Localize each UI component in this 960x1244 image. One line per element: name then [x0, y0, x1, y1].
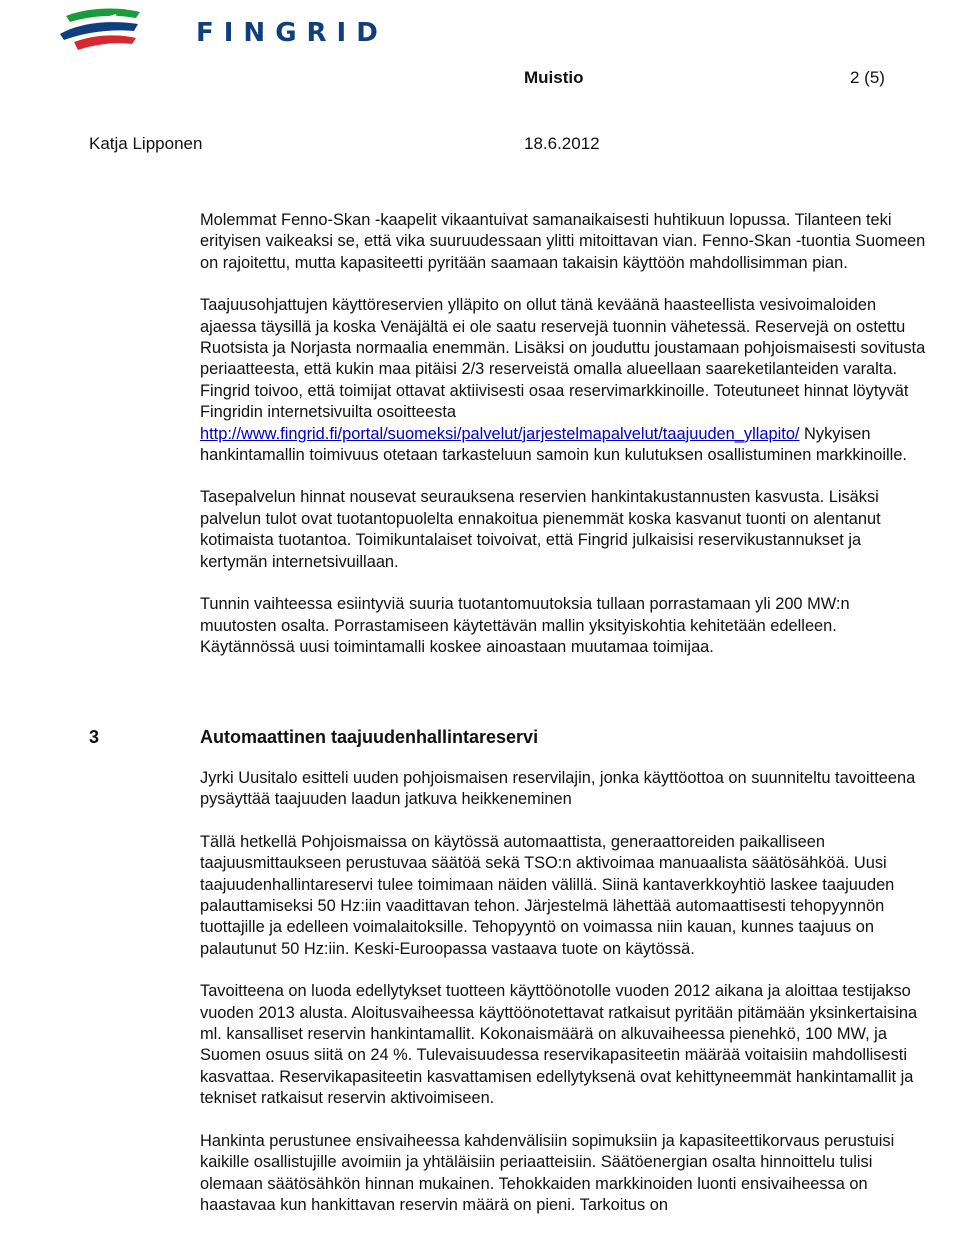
fingrid-prices-link[interactable]: http://www.fingrid.fi/portal/suomeksi/palvelut/jarjestelmapalvelut/taajuuden_yllapito/: [200, 424, 800, 443]
paragraph-reserves: [200, 295, 930, 466]
paragraph-reserves-text: Taajuusohjattujen käyttöreservien ylläpito on ollut tänä keväänä haasteellista vesivoimaloiden ajaessa täysillä ja koska Venäjältä ei ole saatu reservejä tuonnin vähetessä. Reservejä on ostettu Ruotsista ja Norjasta normaalia enemmän. Lisäksi on jouduttu joustamaan pohjoismaisesti sovitusta periaatteesta, että kukin maa pitäisi 2/3 reserveistä omalla alueellaan saareketilanteiden varalta. Fingrid toivoo, että toimijat ottavat aktiivisesti osaa reservimarkkinoille. Toteutuneet hinnat löytyvät Fingridin internetsivuilta osoitteesta: [200, 296, 926, 422]
logo-text: FINGRID: [196, 18, 388, 48]
document-date: 18.6.2012: [524, 134, 600, 153]
section-paragraph: Tällä hetkellä Pohjoismaissa on käytössä automaattista, generaattoreiden paikalliseen taajuusmittaukseen perustuvaa säätöä sekä TSO:n aktivoimaa manuaalista säätösähköä. Uusi taajuudenhallintareservi tulee toimimaan näiden välillä. Siinä kantaverkkoyhtiö laskee taajuuden palauttamiseksi 50 Hz:iin vaadittavan tehon. Järjestelmä lähettää automaattisesti tehopyynnön tuottajille ja edelleen voimalaitoksille. Tehopyyntö on voimassa niin kauan, kunnes taajuus on palautunut 50 Hz:iin. Keski-Euroopassa vastaava tuote on käytössä.: [200, 832, 895, 958]
section-paragraph: Jyrki Uusitalo esitteli uuden pohjoismaisen reservilajin, jonka käyttöottoa on suunniteltu tavoitteena pysäyttää taajuuden laadun jatkuva heikkeneminen: [200, 769, 916, 809]
fingrid-logo: [56, 4, 388, 56]
section-title: Automaattinen taajuudenhallintareservi: [200, 727, 539, 747]
document-type: Muistio: [524, 68, 584, 87]
section-number: 3: [89, 727, 100, 747]
section-body: [200, 768, 930, 1237]
paragraph-reserves-tail: Nykyisen hankintamallin toimivuus otetaan tarkasteluun samoin kun kulutuksen osallistuminen markkinoille.: [200, 424, 907, 465]
author: Katja Lipponen: [89, 134, 203, 153]
section-paragraph: Tavoitteena on luoda edellytykset tuotteen käyttöönotolle vuoden 2012 aikana ja aloittaa testijakso vuoden 2013 alusta. Aloitusvaiheessa käyttöönotettavat ratkaisut pyritään pitämään yksinkertaisina ml. kansalliset reservin hankintamallit. Kokonaismäärä on alkuvaiheessa pienehkö, 100 MW, ja Suomen osuus siitä on 24 %. Tulevaisuudessa reservikapasiteetin määrää voitaisiin mahdollisesti kasvattaa. Reservikapasiteetin kasvattamisen edellytyksenä ovat kehittyneemmät hankintamallit ja tekniset ratkaisut reservin aktivoimiseen.: [200, 982, 918, 1108]
paragraph-balance-service: Tasepalvelun hinnat nousevat seurauksena reservien hankintakustannusten kasvusta. Lisäksi palvelun tulot ovat tuotantopuolelta ennakoitua pienemmät koska kasvanut tuonti on alentanut kotimaista tuotantoa. Toimikuntalaiset toivoivat, että Fingrid julkaisisi reservikustannukset ja kertymän internetsivuillaan.: [200, 488, 881, 571]
memo-body: [200, 210, 930, 679]
page-number: 2 (5): [850, 68, 885, 87]
paragraph-fenno-skan: Molemmat Fenno-Skan -kaapelit vikaantuivat samanaikaisesti huhtikuun lopussa. Tilanteen teki erityisen vaikeaksi se, että vika suuruudessaan ylitti mitoittavan vian. Fenno-Skan -tuontia Suomeen on rajoitettu, mutta kapasiteetti pyritään saamaan takaisin käyttöön mahdollisimman pian.: [200, 211, 926, 272]
paragraph-hourly-changes: Tunnin vaihteessa esiintyviä suuria tuotantomuutoksia tullaan porrastamaan yli 200 MW:n muutosten osalta. Porrastamiseen käytettävän mallin yksityiskohtia kehitetään edelleen. Käytännössä uusi toimintamalli koskee ainoastaan muutamaa toimijaa.: [200, 595, 850, 656]
fingrid-logo-icon: [56, 4, 146, 56]
section-paragraph: Hankinta perustunee ensivaiheessa kahdenvälisiin sopimuksiin ja kapasiteettikorvaus perustuisi kaikille osallistujille avoimiin ja yhtäläisiin periaatteisiin. Säätöenergian osalta hinnoittelu tulisi olemaan säätösähkön hinnan mukainen. Tehokkaiden markkinoiden luonti ensivaiheessa on haastavaa kun hankittavan reservin määrä on pieni. Tarkoitus on: [200, 1131, 895, 1214]
